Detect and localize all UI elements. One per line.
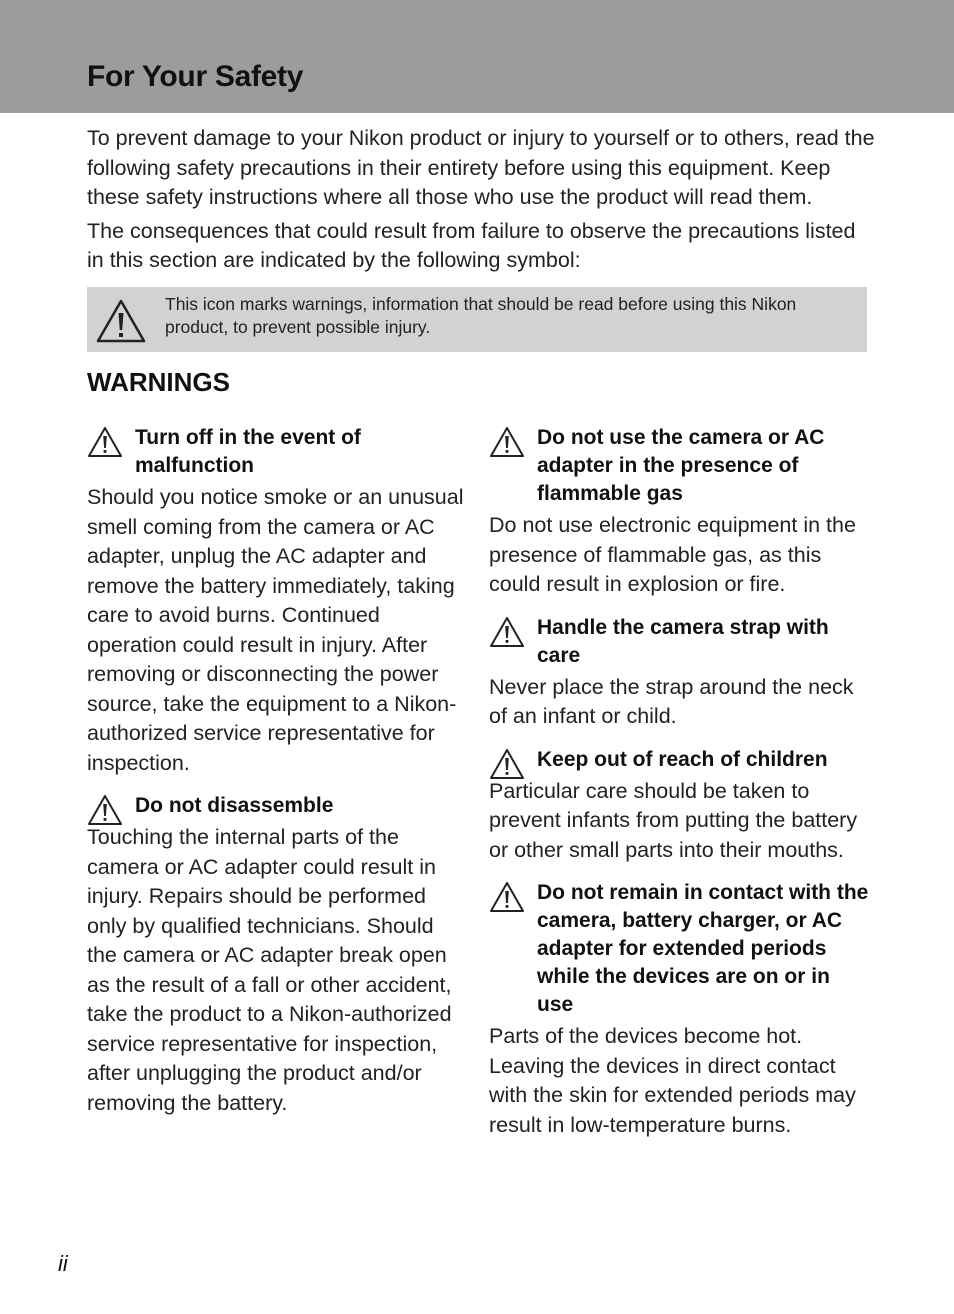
warning-triangle-icon — [489, 616, 525, 648]
header-bar — [0, 0, 954, 113]
warning-triangle-icon — [87, 426, 123, 458]
warning-title: Keep out of reach of children — [537, 747, 828, 771]
warnings-left-column — [87, 424, 467, 1132]
page-number: ii — [58, 1251, 68, 1276]
warnings-heading: WARNINGS — [87, 367, 230, 397]
notice-box — [87, 287, 867, 352]
warning-triangle-icon — [489, 881, 525, 913]
intro-paragraph: The consequences that could result from failure to observe the precautions listed in this section are indicated by the following symbol: — [87, 218, 856, 272]
warning-item — [489, 614, 869, 732]
warnings-right-column — [489, 424, 869, 1154]
warning-triangle-icon — [489, 426, 525, 458]
warning-title: Do not disassemble — [135, 794, 334, 817]
warning-title: Turn off in the event of malfunction — [135, 426, 361, 477]
warning-triangle-icon — [87, 794, 123, 826]
intro-paragraph: To prevent damage to your Nikon product or injury to yourself or to others, read the following safety precautions in their entirety before using this equipment. Keep these safety instructions where all those who use the product will read them. — [87, 126, 875, 209]
warning-title: Do not remain in contact with the camera, battery charger, or AC adapter for extended periods while the devices are on or in use — [537, 881, 869, 1016]
warning-title: Do not use the camera or AC adapter in the presence of flammable gas — [537, 426, 825, 505]
warning-body: Do not use electronic equipment in the presence of flammable gas, as this could result in explosion or fire. — [489, 513, 856, 596]
warning-item — [489, 746, 869, 866]
intro-section — [87, 124, 877, 280]
warning-triangle-icon — [489, 748, 525, 780]
warning-body: Never place the strap around the neck of an infant or child. — [489, 674, 854, 728]
warning-item — [489, 879, 869, 1140]
notice-text: This icon marks warnings, information that should be read before using this Nikon product, to prevent possible injury. — [165, 294, 797, 337]
warning-body: Touching the internal parts of the camera or AC adapter could result in injury. Repairs should be performed only by qualified technicians. Should the camera or AC adapter break open as the result of a fall or other accident, take the product to a Nikon-authorized service representative for inspection, after unplugging the product and/or removing the battery. — [87, 825, 452, 1115]
warning-triangle-icon — [95, 298, 147, 344]
warning-item — [87, 792, 467, 1118]
warning-body: Should you notice smoke or an unusual smell coming from the camera or AC adapter, unplug the AC adapter and remove the battery immediately, taking care to avoid burns. Continued operation could result in injury. After removing or disconnecting the power source, take the equipment to a Nikon-authorized service representative for inspection. — [87, 485, 464, 775]
warning-body: Particular care should be taken to prevent infants from putting the battery or other small parts into their mouths. — [489, 778, 858, 862]
page-title: For Your Safety — [87, 60, 304, 93]
warning-body: Parts of the devices become hot. Leaving the devices in direct contact with the skin for extended periods may result in low-temperature burns. — [489, 1024, 856, 1137]
warning-item — [87, 424, 467, 778]
warning-title: Handle the camera strap with care — [537, 615, 829, 667]
warning-item — [489, 424, 869, 600]
